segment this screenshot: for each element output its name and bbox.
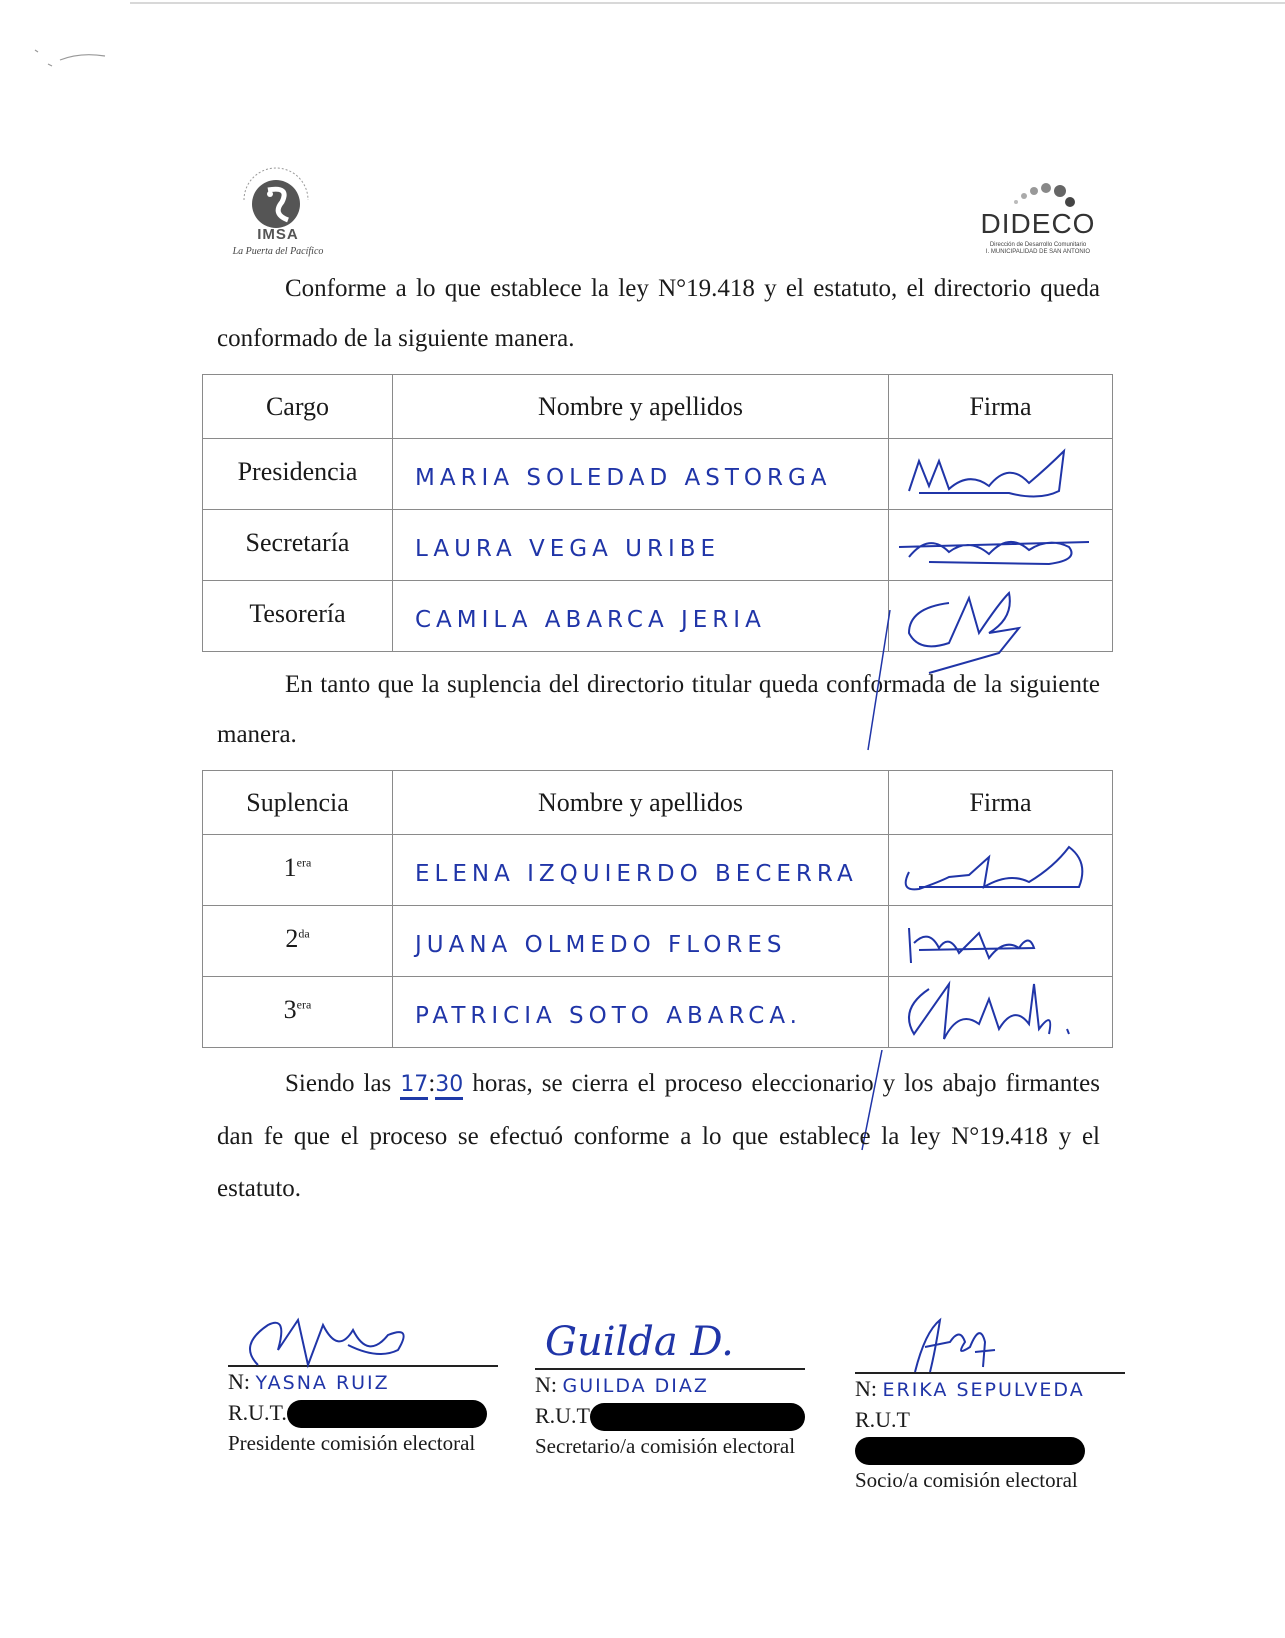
rut-line: R.U.T	[855, 1405, 1125, 1466]
dideco-dots-icon	[1008, 180, 1078, 208]
role-label: Secretario/a comisión electoral	[535, 1434, 796, 1459]
redaction-bar	[590, 1403, 805, 1431]
firma-cell	[889, 581, 1113, 652]
suplencia-order-cell: $2^{da}$	[203, 906, 393, 977]
firma-cell	[889, 835, 1113, 906]
table-header-row	[203, 771, 1113, 835]
imsa-brand: IMSA	[257, 226, 299, 243]
role-label: Socio/a comisión electoral	[855, 1468, 1078, 1493]
handwritten-signature	[889, 969, 1113, 1059]
firma-cell	[889, 439, 1113, 510]
name-line: N: ERIKA SEPULVEDA	[855, 1375, 1085, 1401]
imsa-tagline: La Puerta del Pacífico	[232, 246, 324, 257]
column-header: Nombre y apellidos	[393, 375, 889, 439]
table-row	[203, 977, 1113, 1048]
directorio-table	[202, 374, 1113, 652]
role-label: Presidente comisión electoral	[228, 1431, 476, 1456]
cargo-cell: Presidencia	[203, 439, 393, 510]
nombre-cell: MARIA SOLEDAD ASTORGA	[393, 439, 889, 510]
dideco-subtitle: Dirección de Desarrollo Comunitario	[989, 242, 1087, 248]
nombre-cell: CAMILA ABARCA JERIA	[393, 581, 889, 652]
name-line: N: GUILDA DIAZ	[535, 1371, 709, 1397]
table-row	[203, 510, 1113, 581]
nombre-cell: JUANA OLMEDO FLORES	[393, 906, 889, 977]
suplencia-order-cell: $3^{era}$	[203, 977, 393, 1048]
name-line: N: YASNA RUIZ	[228, 1368, 390, 1394]
closing-hour: 17	[400, 1072, 428, 1100]
handwritten-signature	[889, 898, 1113, 978]
suplencia-table	[202, 770, 1113, 1048]
handwritten-signature	[889, 431, 1113, 511]
nombre-cell: LAURA VEGA URIBE	[393, 510, 889, 581]
table-row	[203, 439, 1113, 510]
rut-line: R.U.T	[535, 1401, 805, 1432]
table-row	[203, 906, 1113, 977]
intro-paragraph: Conforme a lo que establece la ley N°19.418 y el estatuto, el directorio queda conformado de la siguiente manera.	[217, 275, 1100, 352]
signature-block-socio	[855, 1372, 1125, 1495]
suplencia-paragraph: En tanto que la suplencia del directorio titular queda conformada de la siguiente manera.	[217, 671, 1100, 748]
firma-cell	[889, 510, 1113, 581]
imsa-logo	[218, 160, 338, 260]
suplencia-order-cell: $1^{era}$	[203, 835, 393, 906]
handwritten-signature	[889, 827, 1113, 907]
scan-edge-line	[130, 2, 1285, 4]
column-header: Firma	[889, 771, 1113, 835]
table-row	[203, 581, 1113, 652]
dideco-municipality: I. MUNICIPALIDAD DE SAN ANTONIO	[985, 249, 1091, 255]
redaction-bar	[855, 1437, 1085, 1465]
redaction-bar	[287, 1400, 487, 1428]
signature-stroke-overlap	[860, 610, 900, 760]
handwritten-signature	[855, 1312, 1015, 1382]
dideco-brand: DIDECO	[980, 208, 1096, 239]
nombre-cell: PATRICIA SOTO ABARCA.	[393, 977, 889, 1048]
cargo-cell: Secretaría	[203, 510, 393, 581]
signature-block-secretario	[535, 1319, 805, 1461]
scan-specks	[30, 40, 120, 80]
table-header-row	[203, 375, 1113, 439]
column-header: Firma	[889, 375, 1113, 439]
firma-cell	[889, 977, 1113, 1048]
table-row	[203, 835, 1113, 906]
handwritten-signature	[535, 1313, 795, 1373]
dideco-logo	[978, 180, 1098, 260]
column-header: Nombre y apellidos	[393, 771, 889, 835]
nombre-cell: ELENA IZQUIERDO BECERRA	[393, 835, 889, 906]
column-header: Suplencia	[203, 771, 393, 835]
firma-cell	[889, 906, 1113, 977]
municipal-seal-icon	[234, 160, 318, 230]
handwritten-signature	[889, 502, 1113, 582]
signature-block-presidente	[228, 1365, 498, 1458]
svg-text:Guilda D.: Guilda D.	[545, 1319, 734, 1365]
cargo-cell: Tesorería	[203, 581, 393, 652]
rut-line: R.U.T.	[228, 1398, 498, 1429]
closing-minutes: 30	[435, 1072, 463, 1100]
column-header: Cargo	[203, 375, 393, 439]
closing-paragraph: Siendo las 17:30 horas, se cierra el proceso eleccionario y los abajo firmantes dan fe que el proceso se efectuó conforme a lo que establece la ley N°19.418 y el estatuto.	[217, 1070, 1100, 1202]
handwritten-signature	[228, 1305, 428, 1385]
